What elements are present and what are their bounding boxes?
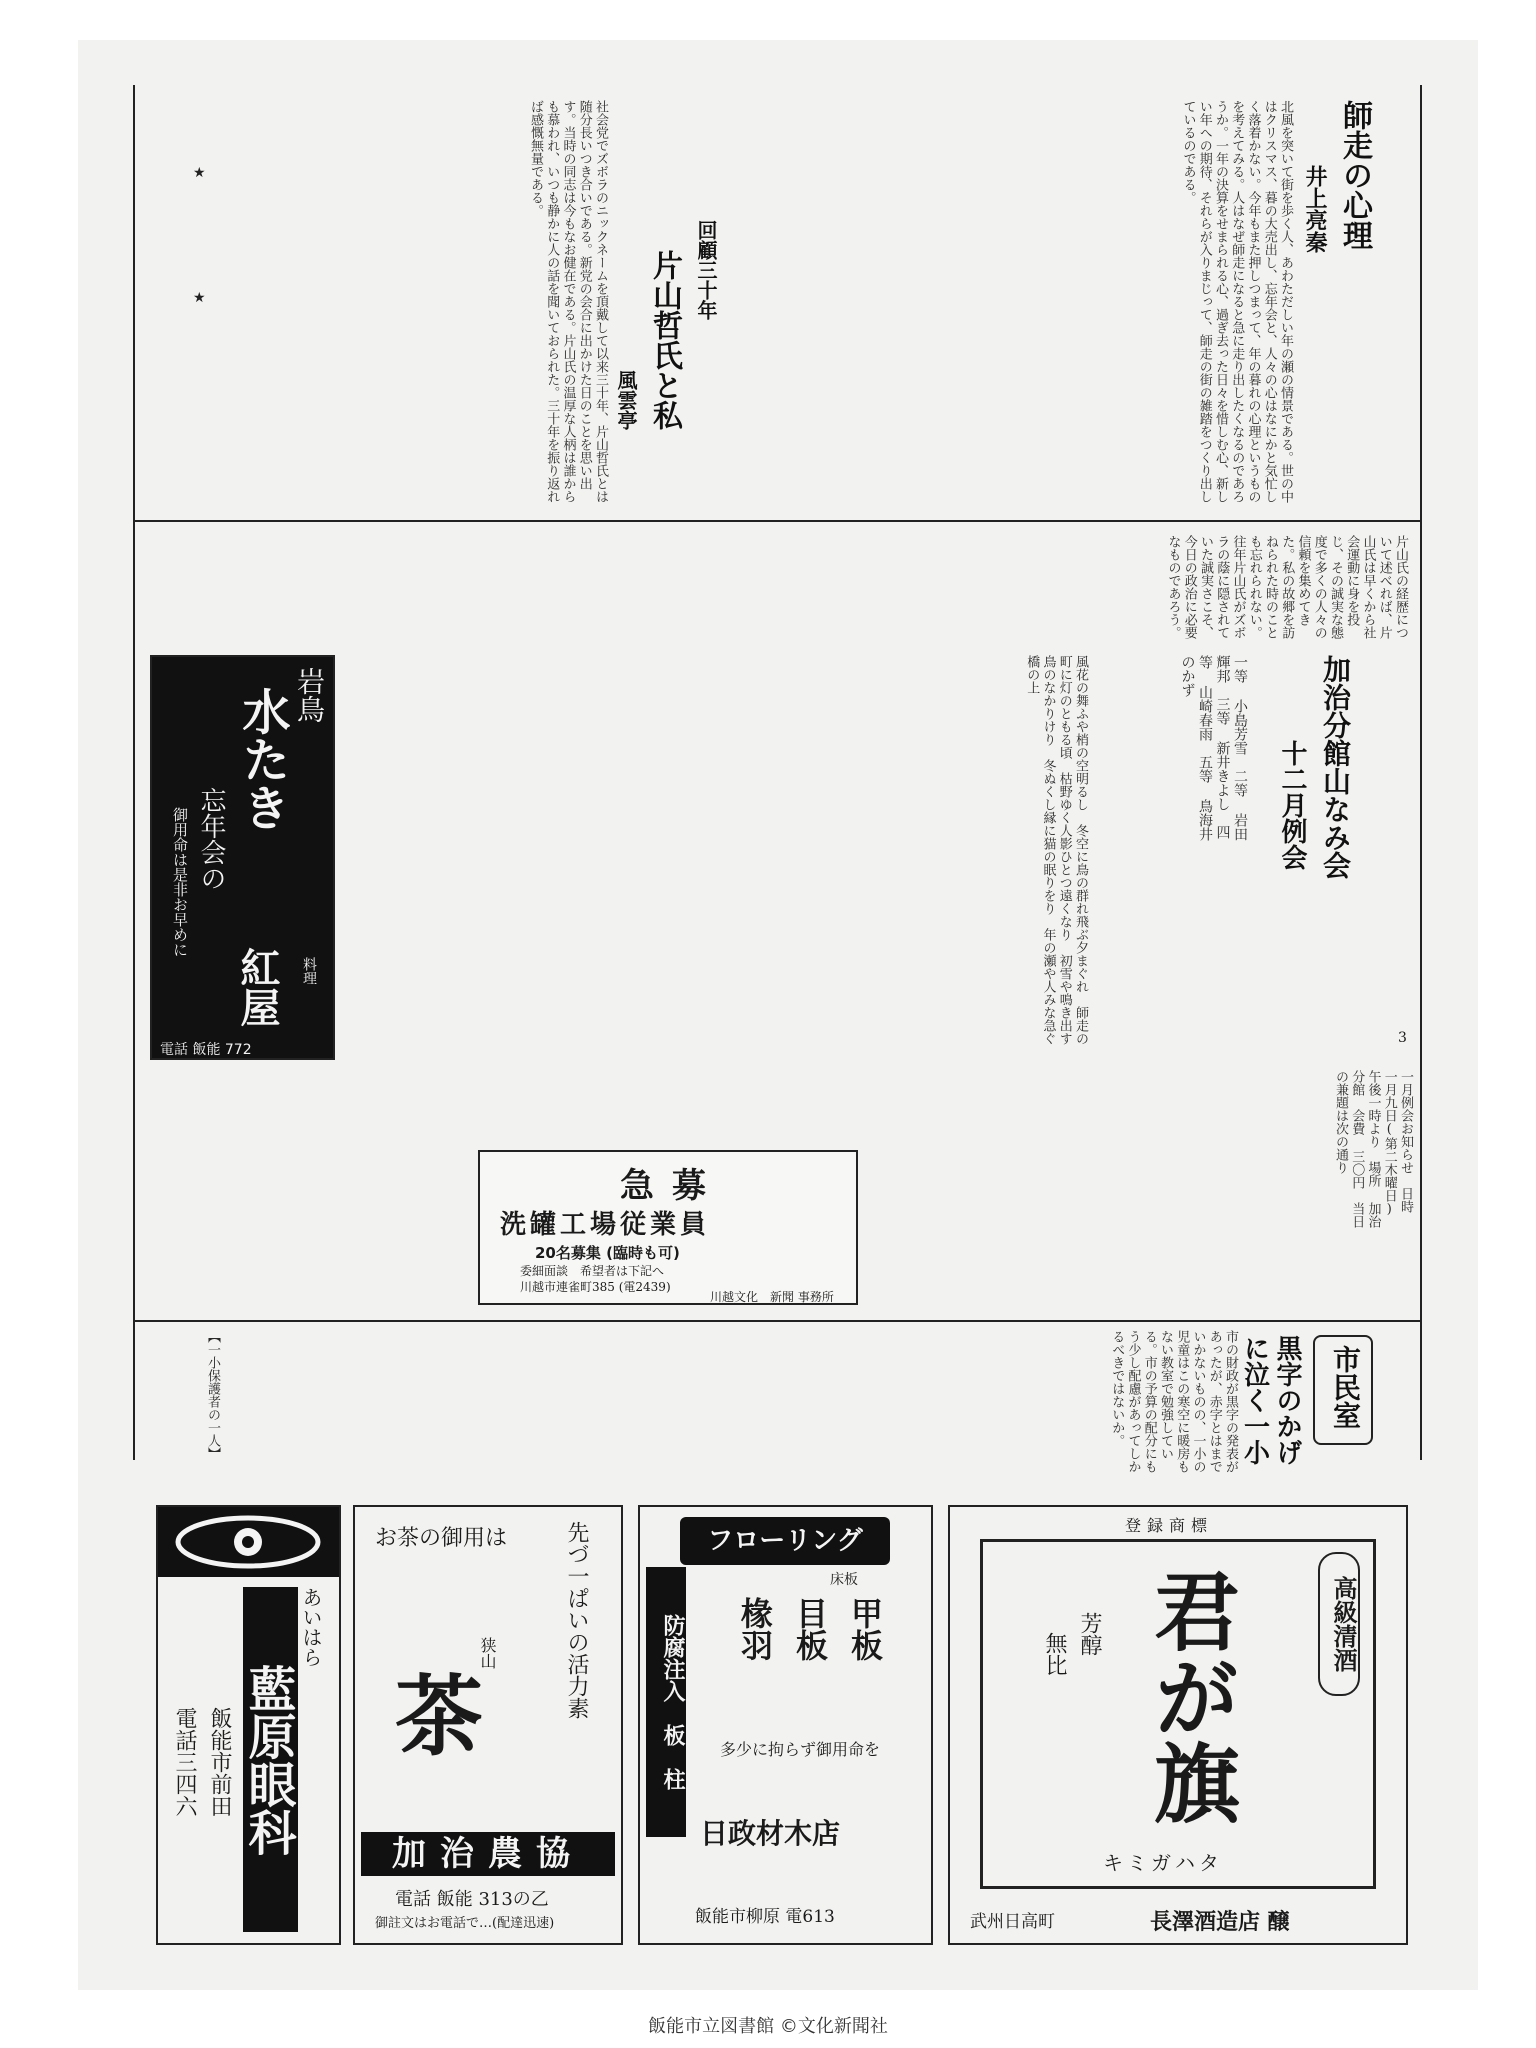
aihara-address: 飯能市前田 xyxy=(207,1707,232,1817)
sake-tag: 高級清酒 xyxy=(1318,1552,1360,1696)
recruit-office: 川越文化 新聞 事務所 xyxy=(710,1290,834,1304)
recruit-count: 20名募集 (臨時も可) xyxy=(535,1244,680,1262)
sake-address: 武州日高町 xyxy=(970,1912,1055,1932)
mizutaki-ad xyxy=(150,655,335,1060)
flooring-col3: 椽羽 xyxy=(736,1597,774,1661)
shiminshitsu-title: 黒字のかげに泣く一小 xyxy=(1239,1335,1302,1465)
sake-brand: 君が旗 xyxy=(1139,1567,1240,1825)
page-number: 3 xyxy=(1398,1030,1407,1046)
flooring-note: 多少に拘らず御用命を xyxy=(720,1740,881,1759)
flooring-item2: 柱 xyxy=(660,1768,686,1790)
mizutaki-phone: 電話 飯能 772 xyxy=(160,1042,252,1058)
tea-char: 茶 xyxy=(395,1664,484,1768)
ranking-3: 三等 新井きよし xyxy=(1214,697,1231,811)
article3-body: 片山氏の経歴について述べれば、片山氏は早くから社会運動に身を投じ、その誠実な態度で多くの人々の信頼を集めてきた。私の故郷を訪ねられた時のことも忘れられない。往年片山氏がズボラの蔭に隠されていた誠実さこそ、今日の政治に必要なものであろう。 xyxy=(1165,535,1408,639)
haiku-title: 加治分館山なみ会 xyxy=(1319,655,1352,879)
aihara-ruby: あいはら xyxy=(299,1587,323,1667)
sake-label-frame xyxy=(980,1539,1376,1889)
flooring-banner: フローリング xyxy=(680,1517,890,1565)
sake-side2: 無比 xyxy=(1042,1632,1067,1676)
article2-author: 風雲亭 xyxy=(614,370,638,430)
flooring-banner-sub: 床板 xyxy=(830,1572,858,1588)
left-border xyxy=(133,85,135,1460)
mizutaki-name: 紅屋 xyxy=(234,947,281,1027)
article2-title-prefix: 回顧三十年 xyxy=(694,220,718,320)
tea-line2: 先づ一ぱいの活力素 xyxy=(564,1521,589,1719)
shiminshitsu-body: 市の財政が黒字の発表があったが、赤字とはまでいかないものの、一小の児童はこの寒空に暖房もない教室で勉強している。市の予算の配分にもう少し配慮があってしかるべきではないか。 xyxy=(1109,1330,1238,1473)
tea-line1: お茶の御用は xyxy=(375,1526,508,1551)
tea-phone: 電話 飯能 313の乙 xyxy=(395,1889,549,1910)
star-marker: ★ xyxy=(193,165,206,181)
ranking-2: 二等 岩田輝邦 xyxy=(1214,655,1248,841)
shiminshitsu-label-box xyxy=(1313,1335,1373,1445)
haiku-rankings xyxy=(1098,655,1248,845)
haiku-subtitle: 十二月例会 xyxy=(1277,740,1307,870)
aihara-name: 藍原眼科 xyxy=(243,1587,298,1932)
flooring-ad xyxy=(638,1505,933,1945)
tea-ad xyxy=(353,1505,623,1945)
article2-title: 片山哲氏と私 xyxy=(647,250,682,430)
star-marker: ★ xyxy=(193,290,206,306)
article1-title: 師走の心理 xyxy=(1337,100,1372,250)
tea-note: 御註文はお電話で…(配達迅速) xyxy=(375,1916,555,1931)
ranking-1: 一等 小島芳雪 xyxy=(1232,655,1248,755)
sake-header: 登録商標 xyxy=(1125,1516,1214,1535)
article1-author: 井上亮秦 xyxy=(1302,165,1328,253)
sake-shop: 長澤酒造店 醸 xyxy=(1150,1909,1290,1935)
mizutaki-line4: 御用命は是非お早めに xyxy=(171,807,189,957)
flooring-shop: 日政材木店 xyxy=(700,1817,841,1850)
mizutaki-line5: 料理 xyxy=(301,957,317,985)
tea-brand: 狭山 xyxy=(478,1637,497,1669)
recruit-title: 急募 xyxy=(620,1166,724,1206)
mizutaki-line1: 岩鳥 xyxy=(293,667,326,723)
flooring-col2: 目板 xyxy=(791,1597,829,1661)
flooring-col1: 甲板 xyxy=(846,1597,884,1661)
ranking-4: 四等 山崎春雨 xyxy=(1197,655,1231,839)
mizutaki-line3: 忘年会の xyxy=(196,787,226,891)
flooring-prefix: 防腐注入 xyxy=(660,1614,686,1702)
sake-side1: 芳醇 xyxy=(1077,1612,1102,1656)
flooring-item1: 板 xyxy=(660,1724,686,1746)
notice-text: 一月例会お知らせ 日時 一月九日(第二木曜日) 午後一時より 場所 加治分館 会費 三〇円 当日の兼題は次の通り xyxy=(1333,1070,1413,1228)
sake-kana: キミガハタ xyxy=(1103,1851,1223,1875)
recruit-ad xyxy=(478,1150,858,1305)
right-border xyxy=(1420,85,1422,1460)
eye-logo xyxy=(158,1507,339,1577)
recruit-details: 委細面談 希望者は下記へ xyxy=(520,1264,665,1278)
shiminshitsu-signature: 【一小保護者の一人】 xyxy=(205,1330,220,1460)
divider xyxy=(135,520,1420,522)
tea-shop: 加治農協 xyxy=(361,1832,615,1876)
haiku-poems: 風花の舞ふや梢の空明るし 冬空に鳥の群れ飛ぶ夕まぐれ 師走の町に灯のともる頃 枯野ゆく人影ひとつ遠くなり 初雪や鳴き出す鳥のなかりけり 冬ぬくし縁に猫の眠りをり 年の瀬や人みな急ぐ橋の上 xyxy=(1024,655,1088,1045)
aihara-phone: 電話三四六 xyxy=(172,1707,197,1817)
divider xyxy=(135,1320,1420,1322)
recruit-subtitle: 洗罐工場従業員 xyxy=(500,1210,711,1240)
shiminshitsu-label: 市民室 xyxy=(1329,1345,1362,1429)
mizutaki-line2: 水たき xyxy=(234,687,290,831)
eye-icon xyxy=(158,1507,339,1577)
sake-ad xyxy=(948,1505,1408,1945)
article1-body: 北風を突いて街を歩く人、あわただしい年の瀬の情景である。世の中はクリスマス、暮の大売出し、忘年会と、人々の心はなにかと気忙しく落着かない。今年もまた押しつまって、年の暮れの心理というものを考えてみる。人はなぜ師走になると急に走り出したくなるのであろうか。一年の決算をせまられる心、過ぎ去った日々を惜しむ心、新しい年への期待、それらが入りまじって、師走の街の雑踏をつくり出しているのである。 xyxy=(1180,100,1293,503)
recruit-address: 川越市連雀町385 (電2439) xyxy=(520,1280,671,1294)
ranking-5: 五等 鳥海井のかず xyxy=(1179,655,1213,841)
newspaper-page xyxy=(78,40,1478,1990)
aihara-ad xyxy=(156,1505,341,1945)
article2-body: 社会党でズボラのニックネームを頂戴して以来三十年、片山哲氏とは随分長いつき合いである。新党の会合に出かけた日のことを思い出す。当時の同志は今もなお健在である。片山氏の温厚な人柄は誰からも慕われ、いつも静かに人の話を聞いておられた。三十年を振り返れば感慨無量である。 xyxy=(528,100,608,503)
footer-credit: 飯能市立図書館 ©文化新聞社 xyxy=(648,2016,888,2037)
flooring-address: 飯能市柳原 電613 xyxy=(695,1907,835,1927)
